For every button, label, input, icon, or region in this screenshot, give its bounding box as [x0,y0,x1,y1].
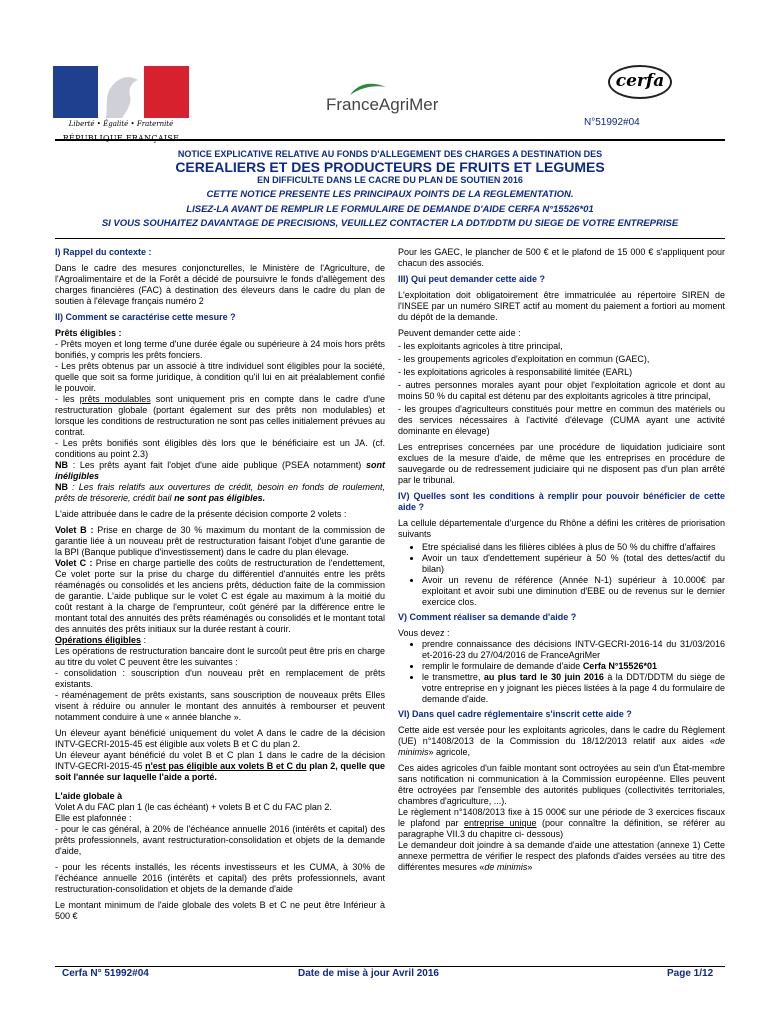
rf-motto: Liberté • Égalité • Fraternité [68,120,174,128]
section-heading-5: V) Comment réaliser sa demande d'aide ? [398,612,577,622]
section-heading-3: III) Qui peut demander cette aide ? [398,274,546,284]
franceagrimer-wordmark: FranceAgriMer [326,95,439,114]
steps-list [398,639,725,705]
notice-subtitle-1: CETTE NOTICE PRESENTE LES PRINCIPAUX POINTS DE LA REGLEMENTATION. [206,189,574,200]
paragraph: - consolidation : souscription d'un nouveau prêt en remplacement de prêts existants. [55,668,385,689]
paragraph: Ces aides agricoles d'un faible montant sont octroyées au sein d'un État-membre sans notification ni communication à la Commission européenne. Elles peuvent être octroyées par l'ensemble des autorités publiques (collectivités territoriales, chambres d'agriculture, ...). [398,763,725,806]
marianne-flag-icon [53,66,189,118]
list-item: - les groupes d'agriculteurs constitués pour mettre en commun des matériels ou des services nécessaires à l'activité d'élevage (CUMA ayant une activité dominante en élevage) [398,404,725,436]
paragraph: L'exploitation doit obligatoirement être immatriculée au répertoire SIREN de l'INSEE par un numéro SIRET actif au moment du paiement a fortiori au moment du dépôt de la demande. [398,290,725,322]
footer-page-number: Page 1/12 [667,968,714,979]
paragraph: Le demandeur doit joindre à sa demande d'aide une attestation (annexe 1) Cette annexe permettra de vérifier le respect des plafonds d'aides versées au titre des différentes mesures «de minimis» [398,840,725,872]
list-item: • remplir le formulaire de demande d'aide Cerfa N°15526*01 [422,661,725,672]
paragraph: - pour les récents installés, les récents investisseurs et les CUMA, à 30% de l'échéance annuelle 2016 (intérêts et capital) des prêts professionnels, avant restructuration-consolidation et objets de la demande d'aide [55,862,385,894]
list-item: - les exploitants agricoles à titre principal, [398,341,563,351]
paragraph: Vous devez : [398,628,450,638]
section-heading-4: IV) Quelles sont les conditions à remplir pour pouvoir bénéficier de cette aide ? [398,491,725,512]
list-item: - autres personnes morales ayant pour objet l'exploitation agricole et dont au moins 50 % du capital est détenu par des exploitants agricoles à titre principal, [398,380,725,401]
global-aid-title: L'aide globale à [55,791,123,801]
title-divider [55,238,725,239]
marianne-profile-icon [98,66,143,118]
list-item: • Etre spécialisé dans les filières ciblées à plus de 50 % du chiffre d'affaires [422,542,725,553]
list-item: - les groupements agricoles d'exploitation en commun (GAEC), [398,354,650,364]
form-number: N°51992#04 [584,117,640,128]
notice-title-main: CEREALIERS ET DES PRODUCTEURS DE FRUITS ET LEGUMES [175,159,605,175]
section-heading-6: VI) Dans quel cadre réglementaire s'inscrit cette aide ? [398,709,632,719]
paragraph: Cette aide est versée pour les exploitants agricoles, dans le cadre du Règlement (UE) n°1408/2013 de la Commission du 18/12/2013 relatif aux aides «de minimis» agricole, [398,725,725,757]
footer-divider [55,966,725,967]
paragraph: Un éleveur ayant bénéficié du volet B et C plan 1 dans le cadre de la décision INTV-GECRI-2015-45 n'est pas éligible aux volets B et C du plan 2, quelle que soit l'année sur laquelle l'aide a porté. [55,750,385,782]
list-item: • le transmettre, au plus tard le 30 juin 2016 à la DDT/DDTM du siège de votre entreprise en y joignant les pièces listées à la page 4 du formulaire de demande d'aide. [422,672,725,705]
note: NB : Les frais relatifs aux ouvertures de crédit, besoin en fonds de roulement, prêts de trésorerie, crédit bail ne sont pas éligibles. [55,482,385,503]
list-item: • Avoir un taux d'endettement supérieur à 50 % (total des dettes/actif du bilan) [422,553,725,575]
footer-update-date: Date de mise à jour Avril 2016 [298,968,439,979]
right-column [398,247,725,878]
paragraph: Les entreprises concernées par une procédure de liquidation judiciaire sont exclues de la mesure d'aide, de même que les entreprises en procédure de sauvegarde ou de redressement judiciaire qui ne disposent pas d'un plan arrêté par le tribunal. [398,442,725,485]
republique-francaise-logo [53,66,189,158]
eligible-operations-title: Opérations éligibles : [55,635,147,645]
paragraph: - réaménagement de prêts existants, sans souscription de nouveaux prêts Elles visent à réduire ou annuler le montant des annuités à rembourser et peuvent notamment conduire à une « année blanche ». [55,690,385,722]
franceagrimer-logo [326,95,438,115]
volet-c: Volet C : Prise en charge partielle des coûts de restructuration de l'endettement, Ce volet porte sur la prise du charge du différentiel d'annuités entre les prêts réaménagés ou consolidés et les anciens prêts, déduction faite de la commission de garantie. L'aide publique sur le volet C est égale au maximum à la moitié du coût restant à la charge de l'emprunteur, coût généré par la différence entre le montant total des annuités des prêts réaménagés ou consolidés et le montant total des annuités des prêts initiaux sur la durée restant à courir. [55,558,385,634]
list-item: - les exploitations agricoles à responsabilité limitée (EARL) [398,367,633,377]
paragraph: Le montant minimum de l'aide globale des volets B et C ne peut être Inférieur à 500 € [55,900,385,921]
paragraph: Les opérations de restructuration bancaire dont le surcoût peut être pris en charge au titre du volet C peuvent être les suivantes : [55,646,385,667]
footer-form-number: Cerfa N° 51992#04 [62,968,149,979]
list-item: • prendre connaissance des décisions INTV-GECRI-2016-14 du 31/03/2016 et-2016-23 du 27/04/2016 de FranceAgriMer [422,639,725,661]
notice-title-line3: EN DIFFICULTE DANS LE CACRE DU PLAN DE SOUTIEN 2016 [257,175,523,185]
paragraph: Elle est plafonnée : [55,813,132,823]
franceagrimer-swoosh-icon [348,81,388,97]
section-heading-1: I) Rappel du contexte : [55,247,152,257]
criteria-list [398,542,725,608]
cerfa-logo: cerfa [608,65,672,99]
paragraph: La cellule départementale d'urgence du Rhône a défini les critères de priorisation suivants [398,518,725,539]
notice-title-line1: NOTICE EXPLICATIVE RELATIVE AU FONDS D'ALLEGEMENT DES CHARGES A DESTINATION DES [177,149,603,159]
header-divider [55,139,725,141]
paragraph: Volet A du FAC plan 1 (le cas échéant) + volets B et C du FAC plan 2. [55,802,332,812]
notice-subtitle-2: LISEZ-LA AVANT DE REMPLIR LE FORMULAIRE DE DEMANDE D'AIDE CERFA N°15526*01 [186,204,594,215]
volet-b: Volet B : Prise en charge de 30 % maximum du montant de la commission de garantie liée à un nouveau prêt de restructuration faisant l'objet d'une garantie de la BPI (Banque publique d'investissement) dans le cadre du plan élevage. [55,525,385,557]
eligible-loans-title: Prêts éligibles : [55,328,122,338]
section-heading-2: II) Comment se caractérise cette mesure ? [55,312,236,322]
paragraph: Pour les GAEC, le plancher de 500 € et le plafond de 15 000 € s'appliquent pour chacun des associés. [398,247,725,268]
paragraph: Peuvent demander cette aide : [398,328,521,338]
paragraph: - Prêts moyen et long terme d'une durée égale ou supérieure à 24 mois hors prêts bonifiés, y compris les prêts fonciers. [55,339,385,360]
list-item: • Avoir un revenu de référence (Année N-1) supérieur à 10.000€ par exploitant et avoir subi une diminution d'EBE ou de revenus sur le dernier exercice clos. [422,575,725,608]
paragraph: - Les prêts bonifiés sont éligibles dès lors que le bénéficiaire est un JA. (cf. conditions au point 2.3) [55,438,385,459]
paragraph: - Les prêts obtenus par un associé à titre individuel sont éligibles pour la société, quelle que soit sa forme juridique, à condition qu'il lui en ait préalablement confié le pouvoir. [55,361,385,393]
note: NB : Les prêts ayant fait l'objet d'une aide publique (PSEA notamment) sont inéligibles [55,460,385,481]
paragraph: L'aide attribuée dans le cadre de la présente décision comporte 2 volets : [55,509,347,519]
paragraph: - pour le cas général, à 20% de l'échéance annuelle 2016 (intérêts et capital) des prêts professionnels, avant restructuration-consolidation et objets de la demande d'aide, [55,824,385,856]
notice-subtitle-3: SI VOUS SOUHAITEZ DAVANTAGE DE PRECISIONS, VEUILLEZ CONTACTER LA DDT/DDTM DU SIEGE DE VOTRE ENTREPRISE [101,218,679,229]
paragraph: - les prêts modulables sont uniquement pris en compte dans le cadre d'une restructuration globale (portant également sur des prêts non modulables) et lorsque les conditions de restructuration ne sont pas celles initialement prévues au contrat. [55,394,385,437]
paragraph: Le règlement n°1408/2013 fixe à 15 000€ sur une période de 3 exercices fiscaux le plafond par entreprise unique (pour connaître la définition, se référer au paragraphe VII.3 du chapitre ci- dessous) [398,807,725,839]
paragraph: Un éleveur ayant bénéficié uniquement du volet A dans le cadre de la décision INTV-GECRI-2015-45 est éligible aux volets B et C du plan 2. [55,728,385,749]
paragraph: Dans le cadre des mesures conjoncturelles, le Ministère de l'Agriculture, de l'Agroalimentaire et de la Forêt a décidé de poursuivre le fonds d'allègement des charges financières (FAC) à destination des éleveurs dans le cadre du plan de soutien à l'élevage français numéro 2 [55,263,385,306]
left-column [55,247,385,927]
